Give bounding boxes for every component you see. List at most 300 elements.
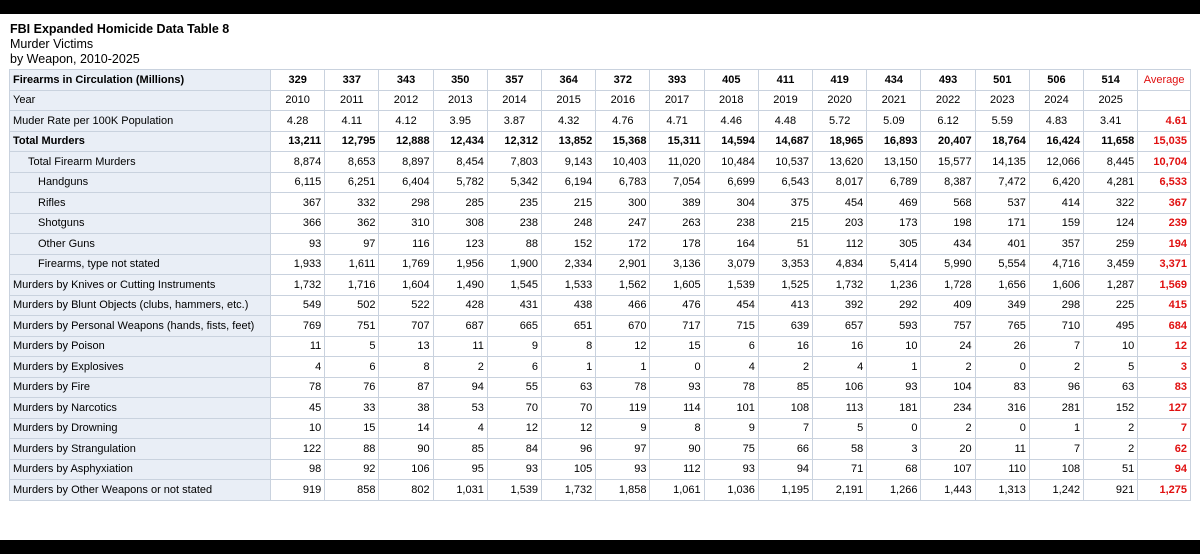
- data-cell: 6,404: [379, 172, 433, 193]
- data-cell: 171: [975, 213, 1029, 234]
- data-cell: 164: [704, 234, 758, 255]
- data-cell: 116: [379, 234, 433, 255]
- data-cell: 53: [433, 398, 487, 419]
- data-cell: 113: [813, 398, 867, 419]
- year-cell: 2023: [975, 90, 1029, 111]
- data-cell: 104: [921, 377, 975, 398]
- data-cell: 97: [325, 234, 379, 255]
- data-cell: 4.83: [1029, 111, 1083, 132]
- data-cell: 38: [379, 398, 433, 419]
- data-cell: 88: [325, 439, 379, 460]
- data-cell: 1,732: [542, 480, 596, 501]
- data-cell: 7,054: [650, 172, 704, 193]
- data-cell: 310: [379, 213, 433, 234]
- data-cell: 9,143: [542, 152, 596, 173]
- data-cell: 1,031: [433, 480, 487, 501]
- table-row: [10, 193, 1191, 214]
- data-cell: 1,605: [650, 275, 704, 296]
- data-cell: 687: [433, 316, 487, 337]
- data-cell: 639: [758, 316, 812, 337]
- data-cell: 765: [975, 316, 1029, 337]
- data-cell: 5: [1084, 357, 1138, 378]
- data-cell: 15,368: [596, 131, 650, 152]
- data-cell: 5,342: [487, 172, 541, 193]
- year-row: [10, 90, 1191, 111]
- data-cell: 90: [650, 439, 704, 460]
- data-cell: 101: [704, 398, 758, 419]
- data-cell: 12: [596, 336, 650, 357]
- table-row: [10, 275, 1191, 296]
- data-cell: 70: [487, 398, 541, 419]
- data-cell: 431: [487, 295, 541, 316]
- data-cell: 88: [487, 234, 541, 255]
- data-cell: 259: [1084, 234, 1138, 255]
- data-cell: 304: [704, 193, 758, 214]
- data-cell: 4.11: [325, 111, 379, 132]
- data-cell: 1,716: [325, 275, 379, 296]
- data-cell: 235: [487, 193, 541, 214]
- data-cell: 10: [867, 336, 921, 357]
- data-cell: 1,061: [650, 480, 704, 501]
- data-cell: 715: [704, 316, 758, 337]
- data-cell: 11: [433, 336, 487, 357]
- spreadsheet-view: [0, 14, 1200, 540]
- average-cell: 239: [1138, 213, 1191, 234]
- data-cell: 14,135: [975, 152, 1029, 173]
- data-cell: 4: [433, 418, 487, 439]
- data-cell: 78: [596, 377, 650, 398]
- average-cell: 62: [1138, 439, 1191, 460]
- average-cell: 15,035: [1138, 131, 1191, 152]
- year-cell: 2012: [379, 90, 433, 111]
- average-cell: 127: [1138, 398, 1191, 419]
- data-cell: 1,533: [542, 275, 596, 296]
- data-cell: 108: [1029, 459, 1083, 480]
- data-cell: 2: [921, 418, 975, 439]
- data-cell: 1,732: [271, 275, 325, 296]
- table-row: [10, 295, 1191, 316]
- data-cell: 63: [1084, 377, 1138, 398]
- data-cell: 2,334: [542, 254, 596, 275]
- data-cell: 181: [867, 398, 921, 419]
- row-label: Muder Rate per 100K Population: [10, 111, 271, 132]
- header-cell: 329: [271, 70, 325, 91]
- data-cell: 1,732: [813, 275, 867, 296]
- data-cell: 15: [325, 418, 379, 439]
- data-cell: 16: [758, 336, 812, 357]
- data-cell: 1,604: [379, 275, 433, 296]
- data-cell: 108: [758, 398, 812, 419]
- data-cell: 68: [867, 459, 921, 480]
- data-cell: 122: [271, 439, 325, 460]
- data-cell: 12,434: [433, 131, 487, 152]
- row-label: Murders by Fire: [10, 377, 271, 398]
- data-cell: 98: [271, 459, 325, 480]
- data-cell: 15,577: [921, 152, 975, 173]
- data-cell: 414: [1029, 193, 1083, 214]
- data-cell: 1: [596, 357, 650, 378]
- average-column-header: Average: [1138, 70, 1191, 91]
- data-cell: 178: [650, 234, 704, 255]
- data-cell: 434: [921, 234, 975, 255]
- data-cell: 71: [813, 459, 867, 480]
- data-cell: 7: [1029, 439, 1083, 460]
- data-cell: 454: [704, 295, 758, 316]
- row-label: Firearms, type not stated: [10, 254, 271, 275]
- data-cell: 8,874: [271, 152, 325, 173]
- data-cell: 665: [487, 316, 541, 337]
- data-cell: 13,150: [867, 152, 921, 173]
- data-cell: 651: [542, 316, 596, 337]
- data-cell: 413: [758, 295, 812, 316]
- data-cell: 1,036: [704, 480, 758, 501]
- year-cell: 2024: [1029, 90, 1083, 111]
- year-cell: 2019: [758, 90, 812, 111]
- data-cell: 12: [487, 418, 541, 439]
- data-cell: 55: [487, 377, 541, 398]
- data-cell: 7,472: [975, 172, 1029, 193]
- data-cell: 12,066: [1029, 152, 1083, 173]
- data-cell: 93: [487, 459, 541, 480]
- average-cell: 94: [1138, 459, 1191, 480]
- data-cell: 1,490: [433, 275, 487, 296]
- data-cell: 4.76: [596, 111, 650, 132]
- data-cell: 0: [650, 357, 704, 378]
- row-label: Firearms in Circulation (Millions): [10, 70, 271, 91]
- data-cell: 1,606: [1029, 275, 1083, 296]
- row-label: Murders by Knives or Cutting Instruments: [10, 275, 271, 296]
- data-cell: 4.71: [650, 111, 704, 132]
- average-cell: 3,371: [1138, 254, 1191, 275]
- data-cell: 476: [650, 295, 704, 316]
- data-cell: 522: [379, 295, 433, 316]
- data-cell: 919: [271, 480, 325, 501]
- data-cell: 4: [704, 357, 758, 378]
- data-cell: 107: [921, 459, 975, 480]
- data-cell: 8,445: [1084, 152, 1138, 173]
- data-cell: 119: [596, 398, 650, 419]
- year-cell: 2017: [650, 90, 704, 111]
- data-cell: 1,956: [433, 254, 487, 275]
- data-cell: 13,211: [271, 131, 325, 152]
- data-cell: 95: [433, 459, 487, 480]
- data-cell: 3,353: [758, 254, 812, 275]
- data-cell: 6,543: [758, 172, 812, 193]
- row-label: Total Firearm Murders: [10, 152, 271, 173]
- data-cell: 5.09: [867, 111, 921, 132]
- data-cell: 11: [271, 336, 325, 357]
- data-cell: 70: [542, 398, 596, 419]
- table-titles: [10, 22, 229, 67]
- data-cell: 152: [1084, 398, 1138, 419]
- data-cell: 3,136: [650, 254, 704, 275]
- data-cell: 7: [758, 418, 812, 439]
- data-cell: 5.59: [975, 111, 1029, 132]
- data-cell: 2: [1084, 418, 1138, 439]
- data-cell: 10,403: [596, 152, 650, 173]
- data-cell: 5,782: [433, 172, 487, 193]
- header-cell: 393: [650, 70, 704, 91]
- data-cell: 11: [975, 439, 1029, 460]
- data-cell: 78: [704, 377, 758, 398]
- row-label: Murders by Poison: [10, 336, 271, 357]
- data-cell: 316: [975, 398, 1029, 419]
- data-cell: 2: [758, 357, 812, 378]
- data-cell: 51: [1084, 459, 1138, 480]
- header-cell: 411: [758, 70, 812, 91]
- data-cell: 2: [1084, 439, 1138, 460]
- header-cell: 364: [542, 70, 596, 91]
- data-cell: 305: [867, 234, 921, 255]
- data-cell: 18,764: [975, 131, 1029, 152]
- data-cell: 4,834: [813, 254, 867, 275]
- data-cell: 438: [542, 295, 596, 316]
- header-cell: 357: [487, 70, 541, 91]
- data-cell: 75: [704, 439, 758, 460]
- average-cell: 7: [1138, 418, 1191, 439]
- year-cell: 2011: [325, 90, 379, 111]
- row-label: Year: [10, 90, 271, 111]
- data-cell: 322: [1084, 193, 1138, 214]
- data-cell: 1,525: [758, 275, 812, 296]
- data-cell: 454: [813, 193, 867, 214]
- data-cell: 2: [1029, 357, 1083, 378]
- data-cell: 8: [542, 336, 596, 357]
- table-row: [10, 152, 1191, 173]
- data-cell: 802: [379, 480, 433, 501]
- data-cell: 6,789: [867, 172, 921, 193]
- row-label: Murders by Drowning: [10, 418, 271, 439]
- data-cell: 4,716: [1029, 254, 1083, 275]
- data-cell: 858: [325, 480, 379, 501]
- data-cell: 1,266: [867, 480, 921, 501]
- data-cell: 13,852: [542, 131, 596, 152]
- data-cell: 66: [758, 439, 812, 460]
- data-cell: 281: [1029, 398, 1083, 419]
- table-row: [10, 131, 1191, 152]
- data-cell: 1: [542, 357, 596, 378]
- data-cell: 6,783: [596, 172, 650, 193]
- data-cell: 10,484: [704, 152, 758, 173]
- data-cell: 20,407: [921, 131, 975, 152]
- average-cell: 415: [1138, 295, 1191, 316]
- data-cell: 593: [867, 316, 921, 337]
- data-cell: 367: [271, 193, 325, 214]
- data-cell: 92: [325, 459, 379, 480]
- data-cell: 2: [433, 357, 487, 378]
- data-cell: 8,017: [813, 172, 867, 193]
- year-cell: 2013: [433, 90, 487, 111]
- header-cell: 434: [867, 70, 921, 91]
- data-cell: 10,537: [758, 152, 812, 173]
- data-cell: 2,901: [596, 254, 650, 275]
- data-cell: 6: [325, 357, 379, 378]
- data-cell: 14: [379, 418, 433, 439]
- data-cell: 215: [542, 193, 596, 214]
- table-row: [10, 398, 1191, 419]
- data-cell: 4.12: [379, 111, 433, 132]
- data-cell: 112: [813, 234, 867, 255]
- data-cell: 7: [1029, 336, 1083, 357]
- data-cell: 1,611: [325, 254, 379, 275]
- data-cell: 63: [542, 377, 596, 398]
- data-cell: 1,858: [596, 480, 650, 501]
- year-cell: 2010: [271, 90, 325, 111]
- data-cell: 13,620: [813, 152, 867, 173]
- data-cell: 1,195: [758, 480, 812, 501]
- data-cell: 298: [379, 193, 433, 214]
- average-cell: 83: [1138, 377, 1191, 398]
- data-cell: 6: [487, 357, 541, 378]
- table-row: [10, 336, 1191, 357]
- data-cell: 3: [867, 439, 921, 460]
- data-cell: 173: [867, 213, 921, 234]
- data-cell: 5,414: [867, 254, 921, 275]
- homicide-data-table: [9, 69, 1191, 501]
- data-cell: 4.28: [271, 111, 325, 132]
- data-cell: 5.72: [813, 111, 867, 132]
- average-cell: 194: [1138, 234, 1191, 255]
- data-cell: 51: [758, 234, 812, 255]
- data-cell: 4: [271, 357, 325, 378]
- average-cell: 684: [1138, 316, 1191, 337]
- data-cell: 6,194: [542, 172, 596, 193]
- table-subtitle-range: by Weapon, 2010-2025: [10, 52, 140, 66]
- data-cell: 1,539: [487, 480, 541, 501]
- data-cell: 114: [650, 398, 704, 419]
- row-label: Total Murders: [10, 131, 271, 152]
- data-cell: 6,420: [1029, 172, 1083, 193]
- header-cell: 372: [596, 70, 650, 91]
- data-cell: 11,658: [1084, 131, 1138, 152]
- data-cell: 4,281: [1084, 172, 1138, 193]
- data-cell: 16,893: [867, 131, 921, 152]
- data-cell: 94: [433, 377, 487, 398]
- data-cell: 20: [921, 439, 975, 460]
- data-cell: 8,454: [433, 152, 487, 173]
- year-cell: 2020: [813, 90, 867, 111]
- data-cell: 84: [487, 439, 541, 460]
- data-cell: 24: [921, 336, 975, 357]
- average-cell: 6,533: [1138, 172, 1191, 193]
- data-cell: 409: [921, 295, 975, 316]
- data-cell: 362: [325, 213, 379, 234]
- data-cell: 198: [921, 213, 975, 234]
- data-cell: 93: [704, 459, 758, 480]
- table-row: [10, 357, 1191, 378]
- data-cell: 124: [1084, 213, 1138, 234]
- row-label: Murders by Blunt Objects (clubs, hammers, etc.): [10, 295, 271, 316]
- data-cell: 93: [867, 377, 921, 398]
- average-cell: 3: [1138, 357, 1191, 378]
- average-cell: 12: [1138, 336, 1191, 357]
- table-row: [10, 439, 1191, 460]
- table-row: [10, 111, 1191, 132]
- data-cell: 87: [379, 377, 433, 398]
- table-row: [10, 234, 1191, 255]
- data-cell: 349: [975, 295, 1029, 316]
- row-label: Shotguns: [10, 213, 271, 234]
- data-cell: 10: [1084, 336, 1138, 357]
- data-cell: 1,769: [379, 254, 433, 275]
- data-cell: 1: [867, 357, 921, 378]
- data-cell: 1,562: [596, 275, 650, 296]
- year-cell: 2018: [704, 90, 758, 111]
- data-cell: 537: [975, 193, 1029, 214]
- row-label: Rifles: [10, 193, 271, 214]
- data-cell: 18,965: [813, 131, 867, 152]
- data-cell: 5,554: [975, 254, 1029, 275]
- data-cell: 298: [1029, 295, 1083, 316]
- data-cell: 93: [271, 234, 325, 255]
- year-cell: 2014: [487, 90, 541, 111]
- row-label: Handguns: [10, 172, 271, 193]
- data-cell: 6,699: [704, 172, 758, 193]
- data-cell: 15,311: [650, 131, 704, 152]
- data-cell: 123: [433, 234, 487, 255]
- data-cell: 502: [325, 295, 379, 316]
- data-cell: 58: [813, 439, 867, 460]
- data-cell: 8: [650, 418, 704, 439]
- row-label: Other Guns: [10, 234, 271, 255]
- data-cell: 710: [1029, 316, 1083, 337]
- data-cell: 568: [921, 193, 975, 214]
- table-row: [10, 377, 1191, 398]
- data-cell: 428: [433, 295, 487, 316]
- year-cell: 2021: [867, 90, 921, 111]
- header-cell: 343: [379, 70, 433, 91]
- data-cell: 97: [596, 439, 650, 460]
- year-cell: 2016: [596, 90, 650, 111]
- row-label: Murders by Personal Weapons (hands, fists, feet): [10, 316, 271, 337]
- data-cell: 172: [596, 234, 650, 255]
- data-cell: 90: [379, 439, 433, 460]
- data-cell: 549: [271, 295, 325, 316]
- data-cell: 15: [650, 336, 704, 357]
- data-cell: 5: [813, 418, 867, 439]
- data-cell: 401: [975, 234, 1029, 255]
- data-cell: 6.12: [921, 111, 975, 132]
- data-cell: 4: [813, 357, 867, 378]
- header-cell: 419: [813, 70, 867, 91]
- data-cell: 1,236: [867, 275, 921, 296]
- row-label: Murders by Asphyxiation: [10, 459, 271, 480]
- data-cell: 14,594: [704, 131, 758, 152]
- data-cell: 225: [1084, 295, 1138, 316]
- average-cell: 1,569: [1138, 275, 1191, 296]
- data-cell: 8,897: [379, 152, 433, 173]
- data-cell: 106: [379, 459, 433, 480]
- blank-cell: [1138, 90, 1191, 111]
- data-cell: 234: [921, 398, 975, 419]
- data-cell: 707: [379, 316, 433, 337]
- data-cell: 45: [271, 398, 325, 419]
- data-cell: 6,251: [325, 172, 379, 193]
- data-cell: 466: [596, 295, 650, 316]
- data-cell: 4.46: [704, 111, 758, 132]
- data-cell: 1,933: [271, 254, 325, 275]
- data-cell: 670: [596, 316, 650, 337]
- data-cell: 9: [704, 418, 758, 439]
- average-cell: 1,275: [1138, 480, 1191, 501]
- data-cell: 12: [542, 418, 596, 439]
- data-cell: 8,387: [921, 172, 975, 193]
- data-cell: 6: [704, 336, 758, 357]
- data-cell: 2: [921, 357, 975, 378]
- data-cell: 112: [650, 459, 704, 480]
- data-cell: 921: [1084, 480, 1138, 501]
- data-cell: 1,287: [1084, 275, 1138, 296]
